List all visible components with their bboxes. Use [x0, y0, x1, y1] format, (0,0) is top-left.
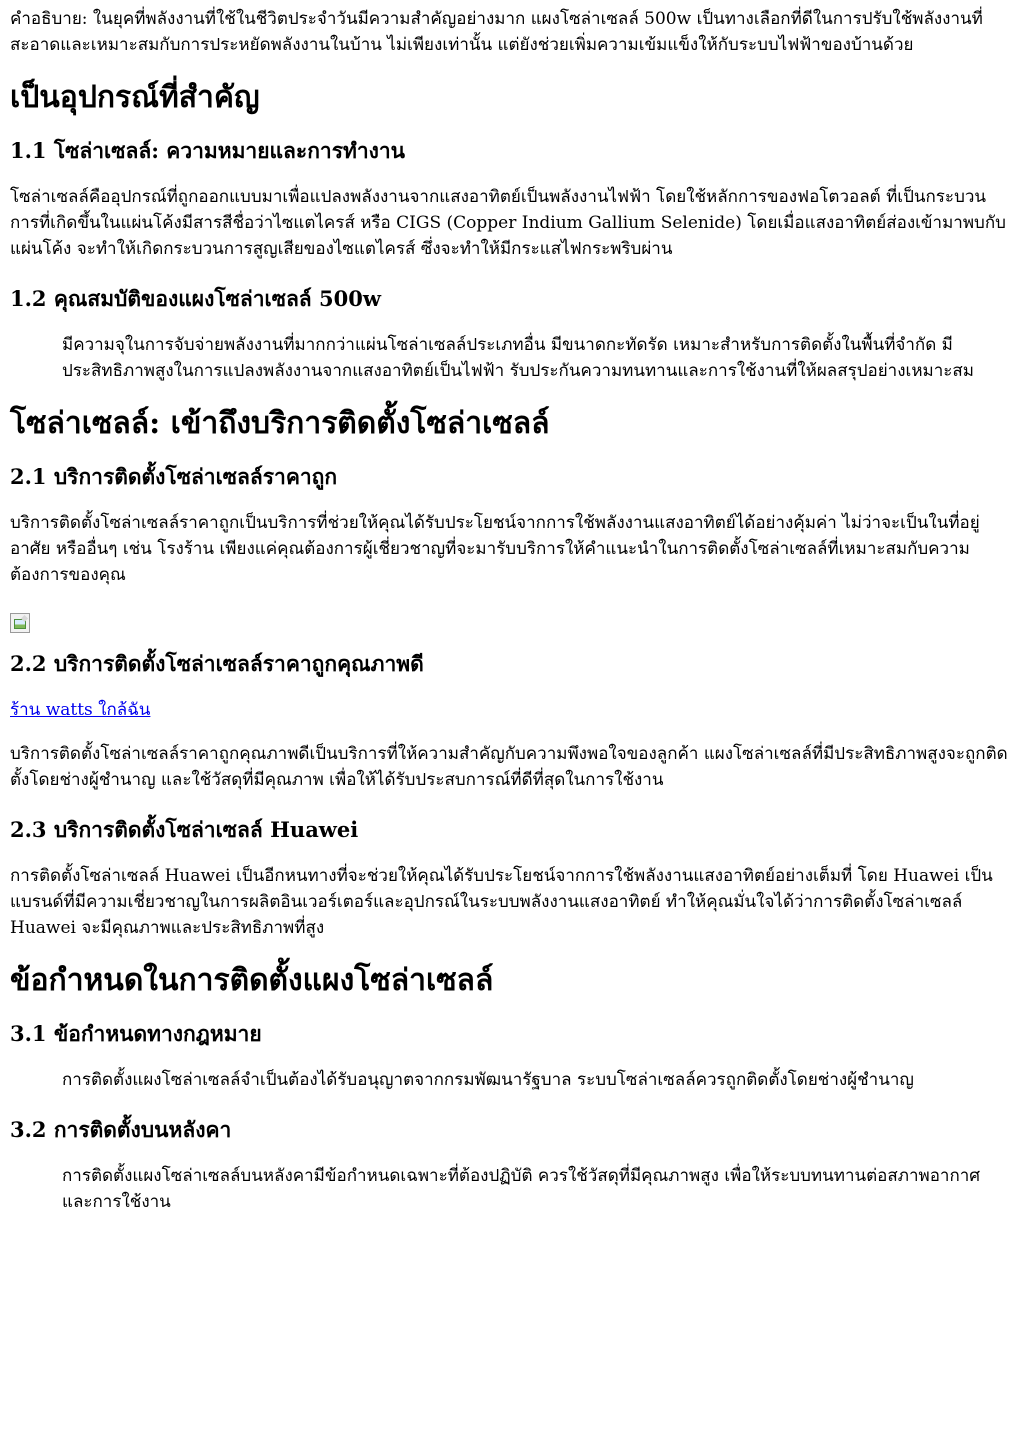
section-3-1-heading: 3.1 ข้อกำหนดทางกฎหมาย — [10, 1021, 262, 1046]
section-1-heading: เป็นอุปกรณ์ที่สำคัญ — [10, 80, 260, 115]
section-2-2-heading: 2.2 บริการติดตั้งโซล่าเซลล์ราคาถูกคุณภาพดี — [10, 651, 424, 676]
section-3-2-heading: 3.2 การติดตั้งบนหลังคา — [10, 1117, 232, 1142]
section-1-2-body: มีความจุในการจับจ่ายพลังงานที่มากกว่าแผ่นโซล่าเซลล์ประเภทอื่น มีขนาดกะทัดรัด เหมาะสำหรับการติดตั้งในพื้นที่จำกัด มีประสิทธิภาพสูงในการแปลงพลังงานจากแสงอาทิตย์เป็นไฟฟ้า รับประกันความทนทานและการใช้งานที่ให้ผลสรุปอย่างเหมาะสม — [62, 335, 975, 381]
section-2-1-body: บริการติดตั้งโซล่าเซลล์ราคาถูกเป็นบริการที่ช่วยให้คุณได้รับประโยชน์จากการใช้พลังงานแสงอาทิตย์ได้อย่างคุ้มค่า ไม่ว่าจะเป็นในที่อยู่อาศัย หรืออื่นๆ เช่น โรงร้าน เพียงแค่คุณต้องการผู้เชี่ยวชาญที่จะมารับบริการให้คำแนะนำในการติดตั้งโซล่าเซลล์ที่เหมาะสมกับความต้องการของคุณ — [10, 513, 980, 585]
section-1-2-heading: 1.2 คุณสมบัติของแผงโซล่าเซลล์ 500w — [10, 286, 381, 311]
section-3-heading: ข้อกำหนดในการติดตั้งแผงโซล่าเซลล์ — [10, 963, 494, 998]
section-1-1-body: โซล่าเซลล์คืออุปกรณ์ที่ถูกออกแบบมาเพื่อแปลงพลังงานจากแสงอาทิตย์เป็นพลังงานไฟฟ้า โดยใช้หลักการของฟอโตวอลต์ ที่เป็นกระบวนการที่เกิดขึ้นในแผ่นโค้งมีสารสีชื่อว่าไซแตไครส์ หรือ CIGS (Copper Indium Gallium Selenide) โดยเมื่อแสงอาทิตย์ส่องเข้ามาพบกับแผ่นโค้ง จะทำให้เกิดกระบวนการสูญเสียของไซแตไครส์ ซึ่งจะทำให้มีกระแสไฟกระพริบผ่าน — [10, 187, 1006, 259]
section-2-3-body: การติดตั้งโซล่าเซลล์ Huawei เป็นอีกหนทางที่จะช่วยให้คุณได้รับประโยชน์จากการใช้พลังงานแสงอาทิตย์อย่างเต็มที่ โดย Huawei เป็นแบรนด์ที่มีความเชี่ยวชาญในการผลิตอินเวอร์เตอร์และอุปกรณ์ในระบบพลังงานแสงอาทิตย์ ทำให้คุณมั่นใจได้ว่าการติดตั้งโซล่าเซลล์ Huawei จะมีคุณภาพและประสิทธิภาพที่สูง — [10, 866, 993, 938]
section-2-3-heading: 2.3 บริการติดตั้งโซล่าเซลล์ Huawei — [10, 817, 359, 842]
section-1-1-heading: 1.1 โซล่าเซลล์: ความหมายและการทำงาน — [10, 138, 406, 163]
watts-link-paragraph — [10, 697, 1010, 723]
section-3-2-body: การติดตั้งแผงโซล่าเซลล์บนหลังคามีข้อกำหนดเฉพาะที่ต้องปฏิบัติ ควรใช้วัสดุที่มีคุณภาพสูง เพื่อให้ระบบทนทานต่อสภาพอากาศและการใช้งาน — [62, 1166, 981, 1212]
section-2-heading: โซล่าเซลล์: เข้าถึงบริการติดตั้งโซล่าเซลล์ — [10, 406, 550, 441]
intro-paragraph: คำอธิบาย: ในยุคที่พลังงานที่ใช้ในชีวิตประจำวันมีความสำคัญอย่างมาก แผงโซล่าเซลล์ 500w เป็นทางเลือกที่ดีในการปรับใช้พลังงานที่สะอาดและเหมาะสมกับการประหยัดพลังงานในบ้าน ไม่เพียงเท่านั้น แต่ยังช่วยเพิ่มความเข้มแข็งให้กับระบบไฟฟ้าของบ้านด้วย — [10, 9, 983, 55]
broken-image-icon — [10, 613, 30, 633]
section-2-1-heading: 2.1 บริการติดตั้งโซล่าเซลล์ราคาถูก — [10, 464, 338, 489]
section-2-2-body: บริการติดตั้งโซล่าเซลล์ราคาถูกคุณภาพดีเป็นบริการที่ให้ความสำคัญกับความพึงพอใจของลูกค้า แผงโซล่าเซลล์ที่มีประสิทธิภาพสูงจะถูกติดตั้งโดยช่างผู้ชำนาญ และใช้วัสดุที่มีคุณภาพ เพื่อให้ได้รับประสบการณ์ที่ดีที่สุดในการใช้งาน — [10, 744, 1008, 790]
watts-nearby-link[interactable]: ร้าน watts ใกล้ฉัน — [10, 700, 151, 720]
section-3-1-body: การติดตั้งแผงโซล่าเซลล์จำเป็นต้องได้รับอนุญาตจากกรมพัฒนารัฐบาล ระบบโซล่าเซลล์ควรถูกติดตั้งโดยช่างผู้ชำนาญ — [62, 1070, 914, 1090]
document-page — [10, 6, 1010, 1215]
